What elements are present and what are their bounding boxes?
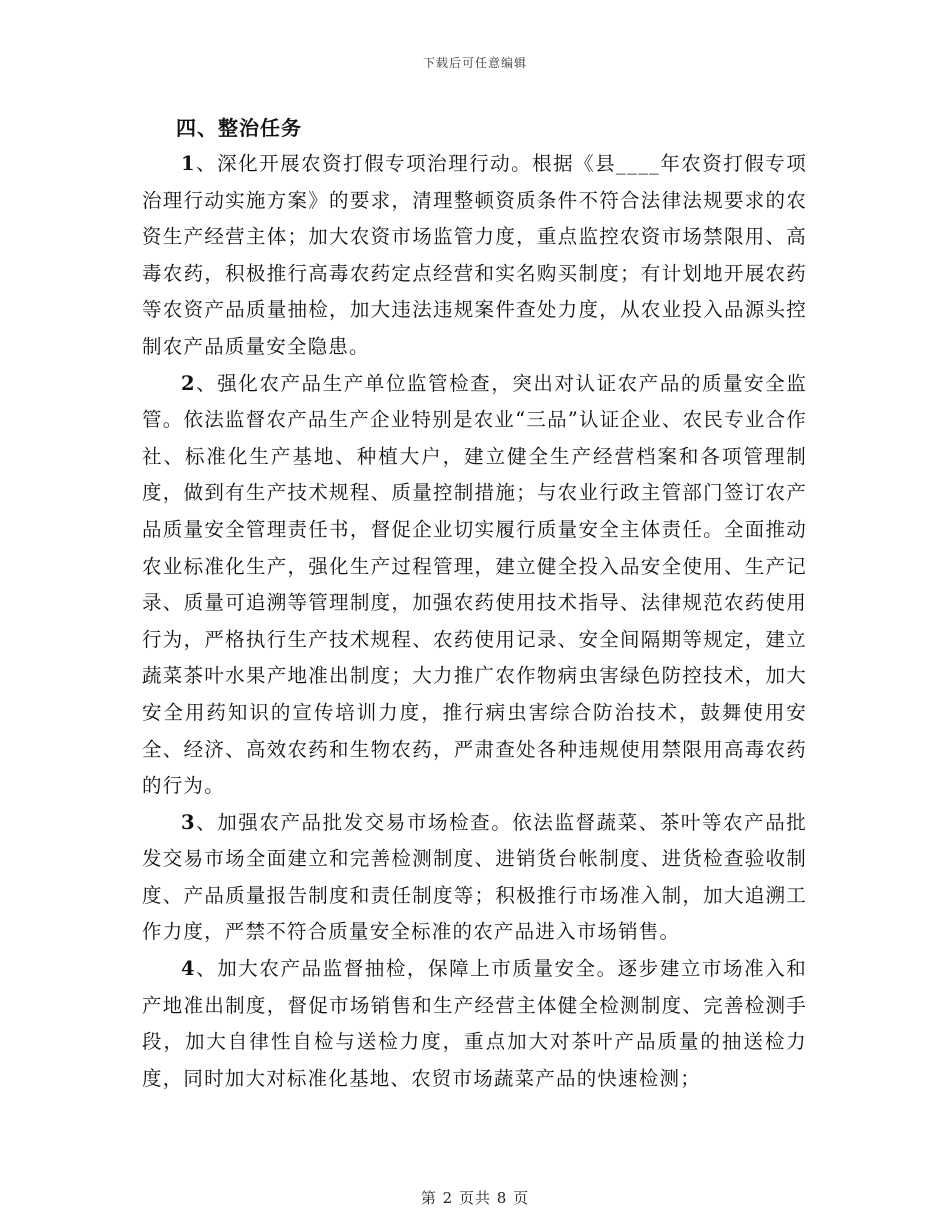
paragraph-1	[142, 146, 807, 366]
paragraph-number: 4	[181, 957, 196, 981]
paragraph-2	[142, 366, 807, 805]
paragraph-text: 、加大农产品监督抽检，保障上市质量安全。逐步建立市场准入和产地准出制度，督促市场销售和生产经营主体健全检测制度、完善检测手段，加大自律性自检与送检力度，重点加大对茶叶产品质量的抽送检力度，同时加大对标准化基地、农贸市场蔬菜产品的快速检测；	[142, 957, 807, 1090]
page-header-note: 下载后可任意编辑	[422, 56, 527, 70]
paragraph-number: 1	[181, 152, 196, 175]
paragraph-text: 、强化农产品生产单位监管检查，突出对认证农产品的质量安全监管。依法监督农产品生产企业特别是农业“三品”认证企业、农民专业合作社、标准化生产基地、种植大户，建立健全生产经营档案和各项管理制度，做到有生产技术规程、质量控制措施；与农业行政主管部门签订农产品质量安全管理责任书，督促企业切实履行质量安全主体责任。全面推动农业标准化生产，强化生产过程管理，建立健全投入品安全使用、生产记录、质量可追溯等管理制度，加强农药使用技术指导、法律规范农药使用行为，严格执行生产技术规程、农药使用记录、安全间隔期等规定，建立蔬菜茶叶水果产地准出制度；大力推广农作物病虫害绿色防控技术，加大安全用药知识的宣传培训力度，推行病虫害综合防治技术，鼓舞使用安全、经济、高效农药和生物农药，严肃查处各种违规使用禁限用高毒农药的行为。	[142, 371, 807, 798]
paragraph-text: 、深化开展农资打假专项治理行动。根据《县____年农资打假专项治理行动实施方案》的要求，清理整顿资质条件不符合法律法规要求的农资生产经营主体；加大农资市场监管力度，重点监控农资市场禁限用、高毒农药，积极推行高毒农药定点经营和实名购买制度；有计划地开展农药等农资产品质量抽检，加大违法违规案件查处力度，从农业投入品源头控制农产品质量安全隐患。	[142, 152, 807, 358]
section-title: 四、整治任务	[176, 116, 302, 140]
paragraph-number: 2	[181, 371, 196, 395]
paragraph-number: 3	[181, 810, 196, 834]
document-body	[142, 110, 807, 1097]
paragraph-text: 、加强农产品批发交易市场检查。依法监督蔬菜、茶叶等农产品批发交易市场全面建立和完善检测制度、进销货台帐制度、进货检查验收制度、产品质量报告制度和责任制度等；积极推行市场准入制，加大追溯工作力度，严禁不符合质量安全标准的农产品进入市场销售。	[142, 810, 807, 944]
paragraph-3	[142, 805, 807, 951]
page-number: 第 2 页共 8 页	[420, 1189, 530, 1207]
paragraph-4	[142, 951, 807, 1097]
